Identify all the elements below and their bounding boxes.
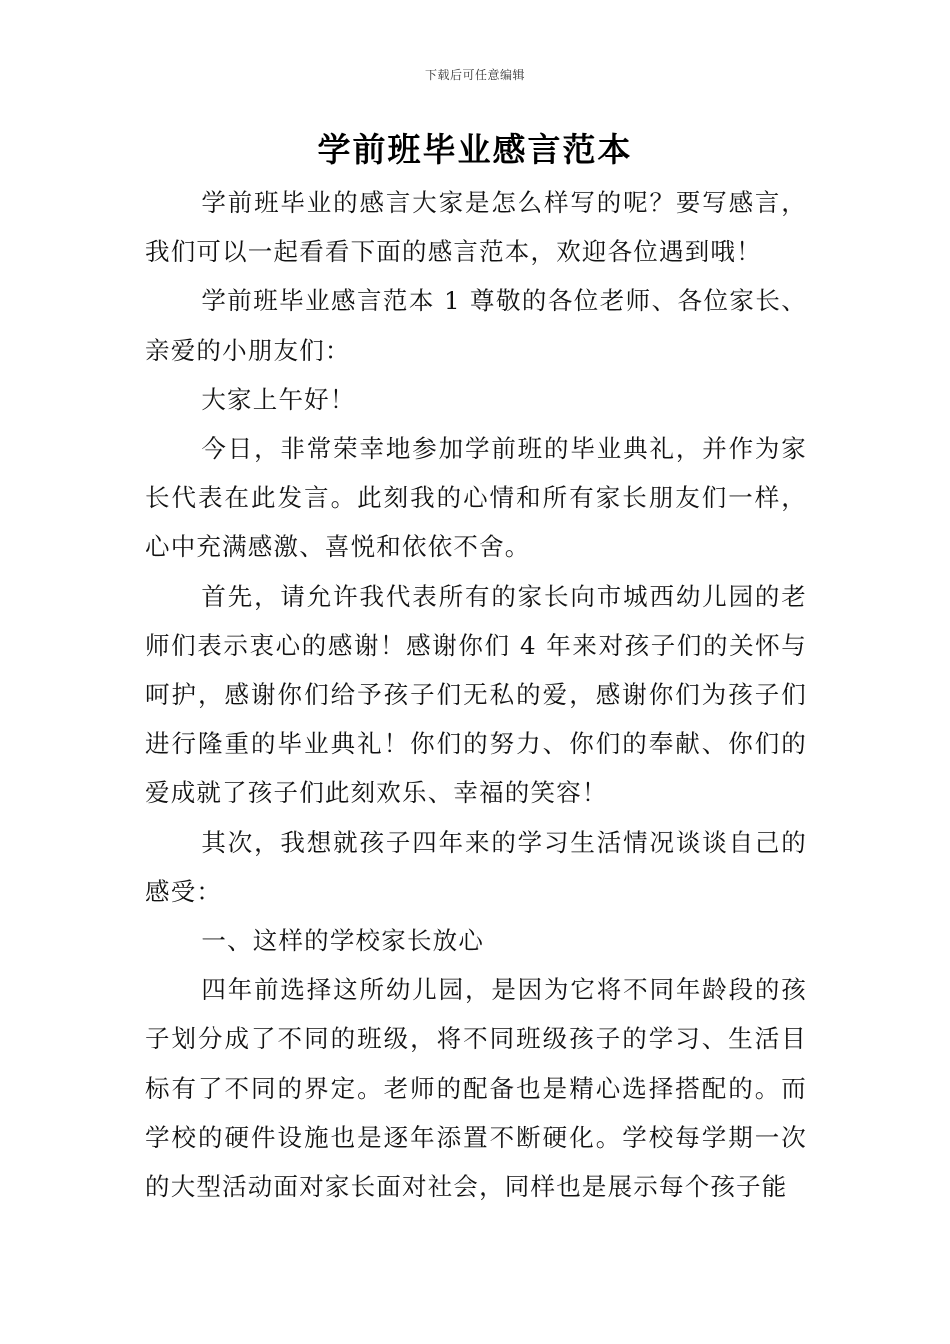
- paragraph-feelings: 其次，我想就孩子四年来的学习生活情况谈谈自己的感受：: [145, 827, 807, 906]
- document-title: 学前班毕业感言范本: [317, 130, 633, 169]
- document-body: [145, 178, 807, 1211]
- paragraph-thanks: 首先，请允许我代表所有的家长向市城西幼儿园的老师们表示衷心的感谢！感谢你们 4 年来对孩子们的关怀与呵护，感谢你们给予孩子们无私的爱，感谢你们为孩子们进行隆重的毕业典礼！你们的努力、你们的奉献、你们的爱成就了孩子们此刻欢乐、幸福的笑容！: [145, 581, 807, 808]
- paragraph-school-choice: 四年前选择这所幼儿园，是因为它将不同年龄段的孩子划分成了不同的班级，将不同班级孩子的学习、生活目标有了不同的界定。老师的配备也是精心选择搭配的。而学校的硬件设施也是逐年添置不断硬化。学校每学期一次的大型活动面对家长面对社会，同样也是展示每个孩子能: [145, 975, 807, 1202]
- header-note: 下载后可任意编辑: [424, 68, 525, 82]
- paragraph-section-one: 一、这样的学校家长放心: [201, 926, 485, 956]
- paragraph-greeting: 大家上午好！: [201, 384, 356, 414]
- paragraph-intro: 学前班毕业的感言大家是怎么样写的呢？要写感言，我们可以一起看看下面的感言范本，欢迎各位遇到哦！: [145, 188, 807, 267]
- paragraph-sample-heading: 学前班毕业感言范本 1 尊敬的各位老师、各位家长、亲爱的小朋友们：: [145, 286, 807, 365]
- paragraph-opening: 今日，非常荣幸地参加学前班的毕业典礼，并作为家长代表在此发言。此刻我的心情和所有家长朋友们一样，心中充满感激、喜悦和依依不舍。: [145, 434, 807, 562]
